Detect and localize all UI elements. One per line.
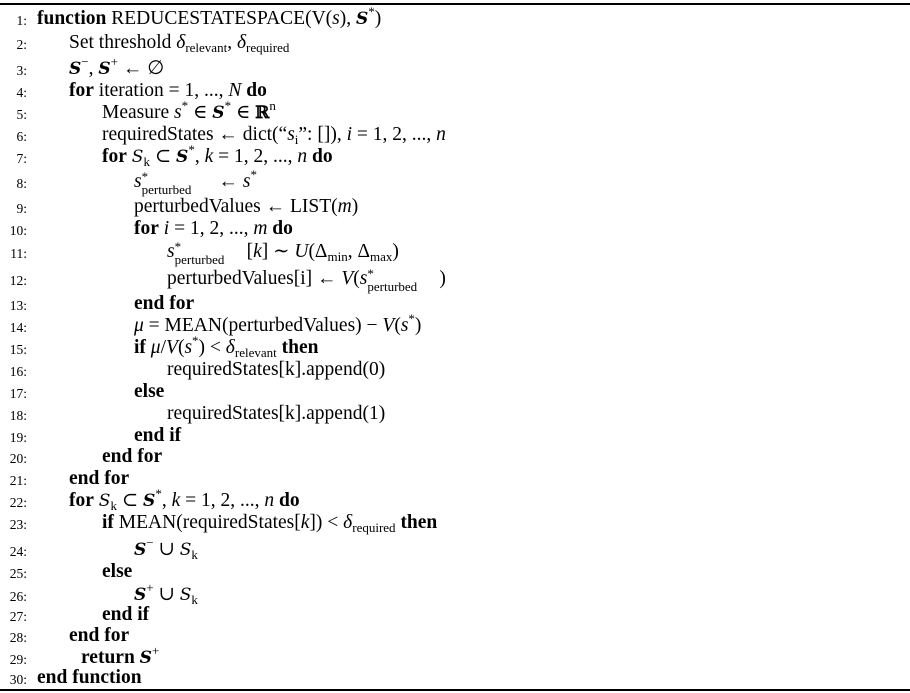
- algorithm-line-12: 12: perturbedValues[i] ← V(s * perturbed ): [0, 268, 910, 290]
- algorithm-line-24: 24: S− ∪ $S_k$: [0, 539, 910, 561]
- line-number: 4:: [16, 85, 27, 100]
- algorithm-line-18: 18: requiredStates[k].append(1): [0, 403, 910, 425]
- algorithm-line-10: 10: for i = 1, 2, ..., m do: [0, 218, 910, 240]
- line-number: 7:: [16, 151, 27, 166]
- algorithm-line-2: 2: Set threshold $\delta_{relevant}$, $\delta_{required}$: [0, 32, 910, 54]
- line-number: 10:: [9, 223, 27, 238]
- line-number: 1:: [16, 13, 27, 28]
- line-number: 15:: [9, 342, 27, 357]
- line-number: 23:: [9, 517, 27, 532]
- line-number: 12:: [9, 273, 27, 288]
- algorithm-line-9: 9: perturbedValues ← LIST(m): [0, 196, 910, 218]
- algorithm-line-30: 30: end function: [0, 667, 910, 689]
- line-number: 13:: [9, 298, 27, 313]
- algorithm-line-25: 25: else: [0, 561, 910, 583]
- algorithm-line-1: 1: function REDUCESTATESPACE(V(s), S*): [0, 8, 910, 30]
- algorithm-line-27: 27: end if: [0, 604, 910, 626]
- line-number: 17:: [9, 386, 27, 401]
- algorithm-line-21: 21: end for: [0, 468, 910, 490]
- line-number: 2:: [16, 37, 27, 52]
- algorithm-line-5: 5: Measure s* ∈ S* ∈ ℝ$^n$: [0, 102, 910, 124]
- line-number: 9:: [16, 201, 27, 216]
- line-number: 3:: [16, 63, 27, 78]
- algorithm-line-8: 8: s * perturbed ← s*: [0, 171, 910, 193]
- line-number: 27:: [9, 609, 27, 624]
- function-name: REDUCESTATESPACE: [111, 8, 306, 29]
- line-number: 24:: [9, 544, 27, 559]
- top-rule: [0, 3, 910, 5]
- line-number: 25:: [9, 566, 27, 581]
- algorithm-line-19: 19: end if: [0, 425, 910, 447]
- algorithm-line-29: 29: return S+: [0, 647, 910, 669]
- line-number: 21:: [9, 473, 27, 488]
- bottom-rule: [0, 689, 910, 691]
- algorithm-line-15: 15: if $\mu/V(s^*) < \delta_{relevant}$ then: [0, 337, 910, 359]
- line-number: 5:: [16, 107, 27, 122]
- algorithm-line-6: 6: requiredStates ← $dict(“s_i$”: []), i = 1, 2, ..., n: [0, 124, 910, 146]
- line-number: 14:: [9, 320, 27, 335]
- algorithm-line-13: 13: end for: [0, 293, 910, 315]
- algorithm-line-11: 11: s * perturbed [k] ∼ $U(\Delta_{min}$, $\Delta_{max}$): [0, 241, 910, 263]
- line-number: 22:: [9, 495, 27, 510]
- line-number: 18:: [9, 408, 27, 423]
- algorithm-line-4: 4: for iteration = 1, ..., N do: [0, 80, 910, 102]
- line-number: 29:: [9, 652, 27, 667]
- algorithm-line-23: 23: if MEAN(requiredStates[k]) < $\delta_{required}$ then: [0, 512, 910, 534]
- algorithm-line-3: 3: S−, S+ ← ∅: [0, 58, 910, 80]
- keyword-function: function: [37, 8, 107, 29]
- algorithm-line-14: 14: μ = MEAN(perturbedValues) − V(s*): [0, 315, 910, 337]
- line-number: 20:: [9, 451, 27, 466]
- line-number: 26:: [9, 589, 27, 604]
- algorithm-line-28: 28: end for: [0, 625, 910, 647]
- line-number: 16:: [9, 364, 27, 379]
- algorithm-line-26: 26: S+ ∪ $S_k$: [0, 584, 910, 606]
- algorithm-line-17: 17: else: [0, 381, 910, 403]
- line-number: 28:: [9, 630, 27, 645]
- algorithm-line-16: 16: requiredStates[k].append(0): [0, 359, 910, 381]
- line-number: 19:: [9, 430, 27, 445]
- line-number: 11:: [10, 246, 27, 261]
- line-number: 6:: [16, 129, 27, 144]
- algorithm-line-7: 7: for $S_k$ ⊂ S*, k = 1, 2, ..., n do: [0, 146, 910, 168]
- line-number: 30:: [9, 672, 27, 687]
- algorithm-line-22: 22: for $S_k$ ⊂ S*, k = 1, 2, ..., n do: [0, 490, 910, 512]
- algorithm-line-20: 20: end for: [0, 446, 910, 468]
- line-number: 8:: [16, 176, 27, 191]
